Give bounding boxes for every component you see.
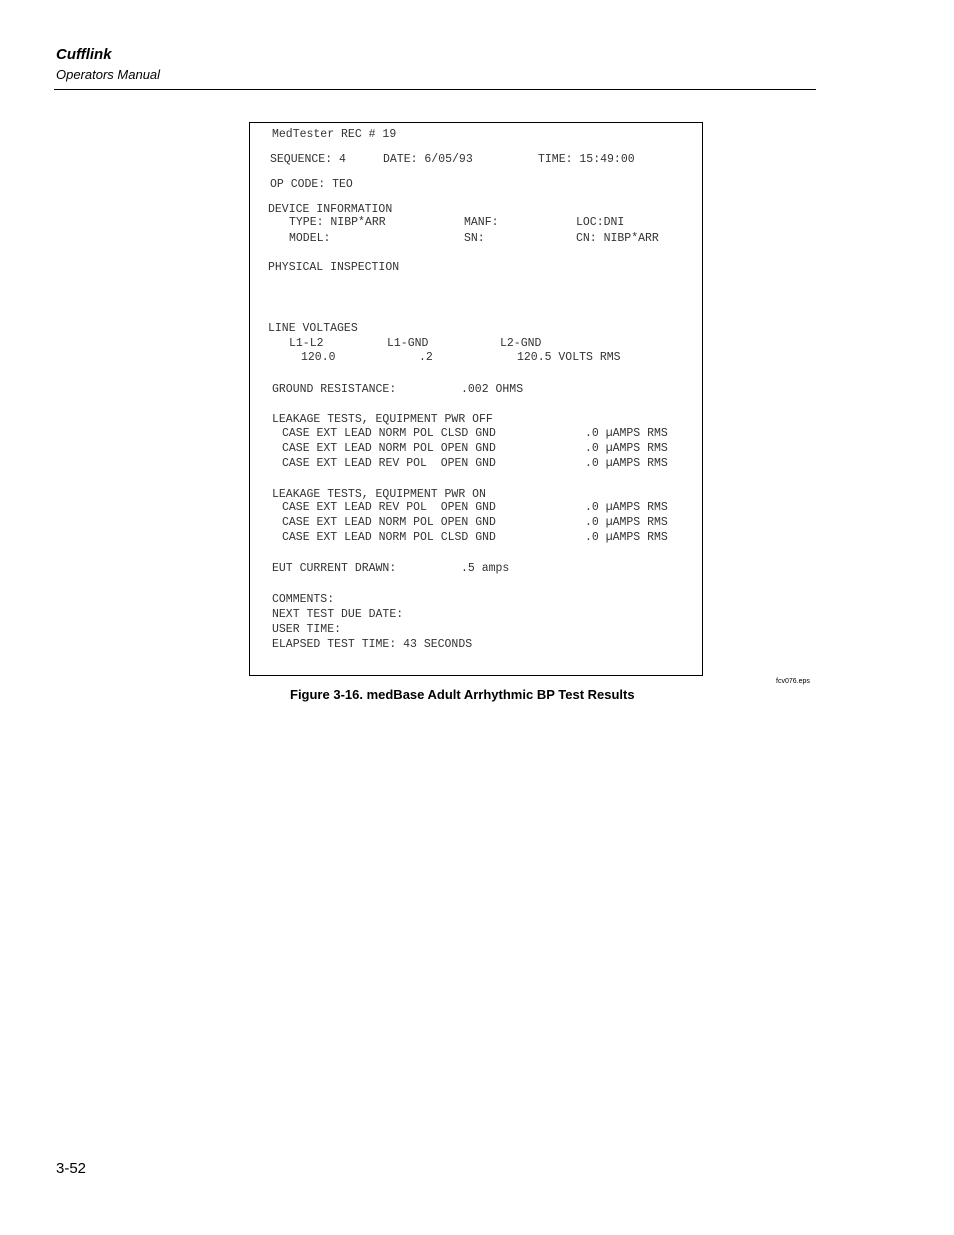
device-loc: LOC:DNI bbox=[576, 216, 625, 229]
leakage-off-value: .0 µAMPS RMS bbox=[585, 427, 668, 440]
eut-current-value: .5 amps bbox=[461, 562, 510, 575]
device-type: TYPE: NIBP*ARR bbox=[289, 216, 386, 229]
ground-resistance-value: .002 OHMS bbox=[461, 383, 524, 396]
leakage-on-value: .0 µAMPS RMS bbox=[585, 501, 668, 514]
leakage-off-label: LEAKAGE TESTS, EQUIPMENT PWR OFF bbox=[272, 413, 493, 426]
manual-subtitle: Operators Manual bbox=[56, 67, 161, 82]
date: DATE: 6/05/93 bbox=[383, 153, 473, 166]
leakage-on-test: CASE EXT LEAD NORM POL CLSD GND bbox=[282, 531, 496, 544]
figure-filename: fcv076.eps bbox=[776, 678, 810, 685]
record-number: MedTester REC # 19 bbox=[272, 128, 397, 141]
physical-inspection: PHYSICAL INSPECTION bbox=[268, 261, 400, 274]
leakage-off-test: CASE EXT LEAD REV POL OPEN GND bbox=[282, 457, 496, 470]
lv-value-l2-gnd: 120.5 VOLTS RMS bbox=[517, 351, 621, 364]
leakage-on-value: .0 µAMPS RMS bbox=[585, 516, 668, 529]
leakage-on-test: CASE EXT LEAD NORM POL OPEN GND bbox=[282, 516, 496, 529]
elapsed-test-time: ELAPSED TEST TIME: 43 SECONDS bbox=[272, 638, 473, 651]
lv-header-l2-gnd: L2-GND bbox=[500, 337, 542, 350]
leakage-on-label: LEAKAGE TESTS, EQUIPMENT PWR ON bbox=[272, 488, 486, 501]
figure-caption: Figure 3-16. medBase Adult Arrhythmic BP Test Results bbox=[290, 687, 635, 702]
eut-current-label: EUT CURRENT DRAWN: bbox=[272, 562, 397, 575]
manual-title: Cufflink bbox=[56, 46, 112, 63]
line-voltages-label: LINE VOLTAGES bbox=[268, 322, 358, 335]
time: TIME: 15:49:00 bbox=[538, 153, 635, 166]
op-code: OP CODE: TEO bbox=[270, 178, 353, 191]
leakage-off-value: .0 µAMPS RMS bbox=[585, 442, 668, 455]
lv-value-l1-l2: 120.0 bbox=[301, 351, 336, 364]
device-sn: SN: bbox=[464, 232, 485, 245]
page-number: 3-52 bbox=[56, 1160, 87, 1177]
lv-value-l1-gnd: .2 bbox=[419, 351, 433, 364]
leakage-off-test: CASE EXT LEAD NORM POL OPEN GND bbox=[282, 442, 496, 455]
comments: COMMENTS: bbox=[272, 593, 335, 606]
user-time: USER TIME: bbox=[272, 623, 342, 636]
next-test-due-date: NEXT TEST DUE DATE: bbox=[272, 608, 404, 621]
leakage-on-test: CASE EXT LEAD REV POL OPEN GND bbox=[282, 501, 496, 514]
lv-header-l1-l2: L1-L2 bbox=[289, 337, 324, 350]
leakage-off-value: .0 µAMPS RMS bbox=[585, 457, 668, 470]
ground-resistance-label: GROUND RESISTANCE: bbox=[272, 383, 397, 396]
lv-header-l1-gnd: L1-GND bbox=[387, 337, 429, 350]
device-info-label: DEVICE INFORMATION bbox=[268, 203, 393, 216]
sequence: SEQUENCE: 4 bbox=[270, 153, 346, 166]
device-model: MODEL: bbox=[289, 232, 331, 245]
device-cn: CN: NIBP*ARR bbox=[576, 232, 659, 245]
leakage-on-value: .0 µAMPS RMS bbox=[585, 531, 668, 544]
device-manf: MANF: bbox=[464, 216, 499, 229]
leakage-off-test: CASE EXT LEAD NORM POL CLSD GND bbox=[282, 427, 496, 440]
header-rule bbox=[54, 89, 816, 90]
